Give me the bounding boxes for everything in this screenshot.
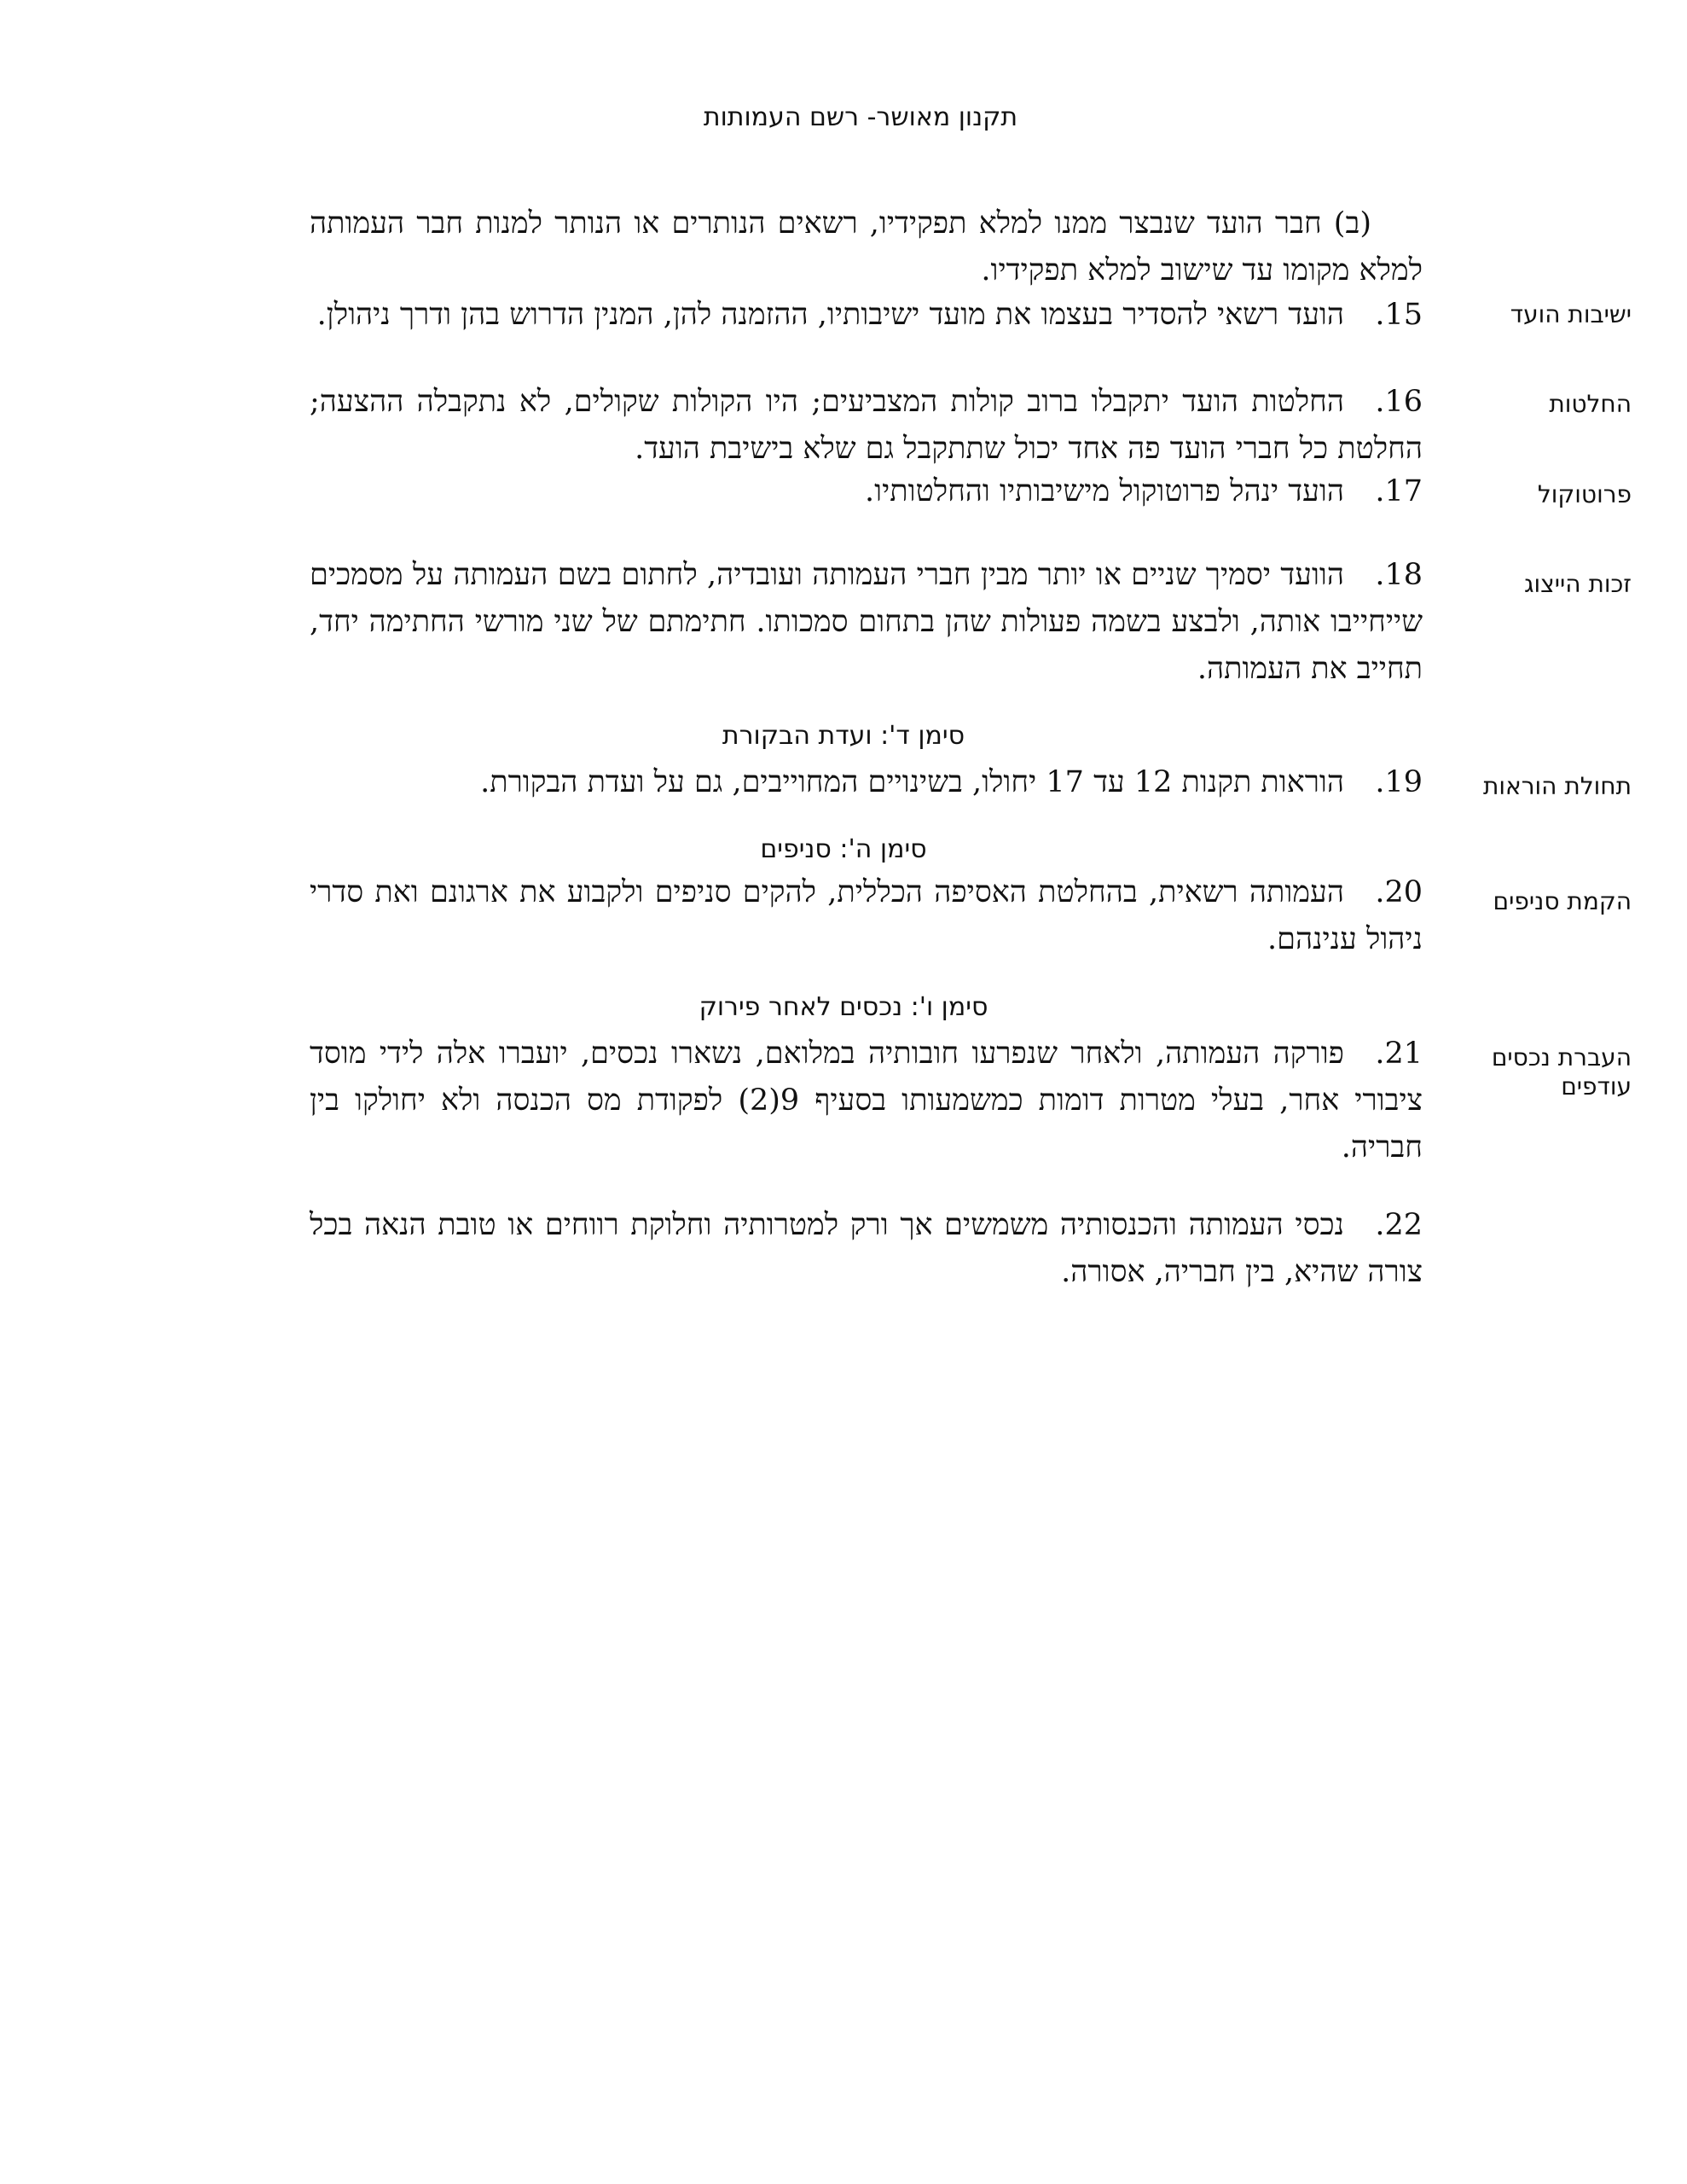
section-number: 16. [1375,385,1423,419]
margin-note-decisions: החלטות [1549,390,1632,418]
section-text: הוראות תקנות 12 עד 17 יחולו, בשינויים המחוייבים, גם על ועדת הבקורת. [480,765,1344,799]
section-number: 17. [1375,474,1423,508]
section-number: 21. [1375,1037,1423,1071]
section-20 [310,869,1423,963]
section-text: העמותה רשאית, בהחלטת האסיפה הכללית, להקים סניפים ולקבוע את ארגונם ואת סדרי ניהול ענינהם. [310,875,1423,956]
section-number: 19. [1375,765,1423,799]
clause-b-text: (ב) חבר הועד שנבצר ממנו למלא תפקידיו, רשאים הנותרים או הנותר למנות חבר העמותה למלא מקומו עד שישוב למלא תפקידיו. [310,206,1423,288]
section-number: 20. [1375,875,1423,909]
section-text: נכסי העמותה והכנסותיה משמשים אך ורק למטרותיה וחלוקת רווחים או טובת הנאה בכל צורה שהיא, בין חבריה, אסורה. [310,1208,1423,1289]
margin-note-surplus-assets: העברת נכסים עודפים [1491,1043,1632,1101]
margin-note-protocol: פרוטוקול [1537,480,1632,508]
section-number: 22. [1375,1208,1423,1242]
section-17 [310,468,1423,515]
section-text: הוועד יסמיך שניים או יותר מבין חברי העמותה ועובדיה, לחתום בשם העמותה על מסמכים שייחייבו אותה, ולבצע בשמה פעולות שהן בתחום סמכותו. חתימתם של שני מורשי החתימה יחד, תחייב את העמותה. [310,558,1423,686]
section-text: הועד רשאי להסדיר בעצמו את מועד ישיבותיו, ההזמנה להן, המנין הדרוש בהן ודרך ניהולן. [316,298,1344,332]
section-18 [310,552,1423,693]
margin-note-branches: הקמת סניפים [1493,887,1632,915]
margin-note-representation: זכות הייצוג [1523,570,1632,598]
section-22 [310,1202,1423,1296]
section-21 [310,1031,1423,1171]
margin-note-meetings: ישיבות הועד [1510,300,1632,328]
chapter-heading-assets-after-dissolution: סימן ו': נכסים לאחר פירוק [699,992,988,1022]
chapter-heading-branches: סימן ה': סניפים [760,834,927,864]
section-text: פורקה העמותה, ולאחר שנפרעו חובותיה במלואם, נשארו נכסים, יועברו אלה לידי מוסד ציבורי אחר, בעלי מטרות דומות כמשמעותו בסעיף 9(2) לפקודת מס הכנסה ולא יחולקו בין חבריה. [310,1037,1423,1165]
section-text: החלטות הועד יתקבלו ברוב קולות המצביעים; היו הקולות שקולים, לא נתקבלה ההצעה; החלטת כל חברי הועד פה אחד יכול שתתקבל גם שלא בישיבת הועד. [310,385,1423,466]
margin-note-applicability: תחולת הוראות [1482,772,1632,800]
page-header: תקנון מאושר- רשם העמותות [703,102,1018,132]
section-19 [310,759,1423,806]
section-text: הועד ינהל פרוטוקול מישיבותיו והחלטותיו. [865,474,1344,508]
chapter-heading-audit-committee: סימן ד': ועדת הבקורת [722,721,965,751]
section-number: 18. [1375,558,1423,592]
section-16 [310,379,1423,473]
section-15 [310,292,1423,339]
section-number: 15. [1375,298,1423,332]
